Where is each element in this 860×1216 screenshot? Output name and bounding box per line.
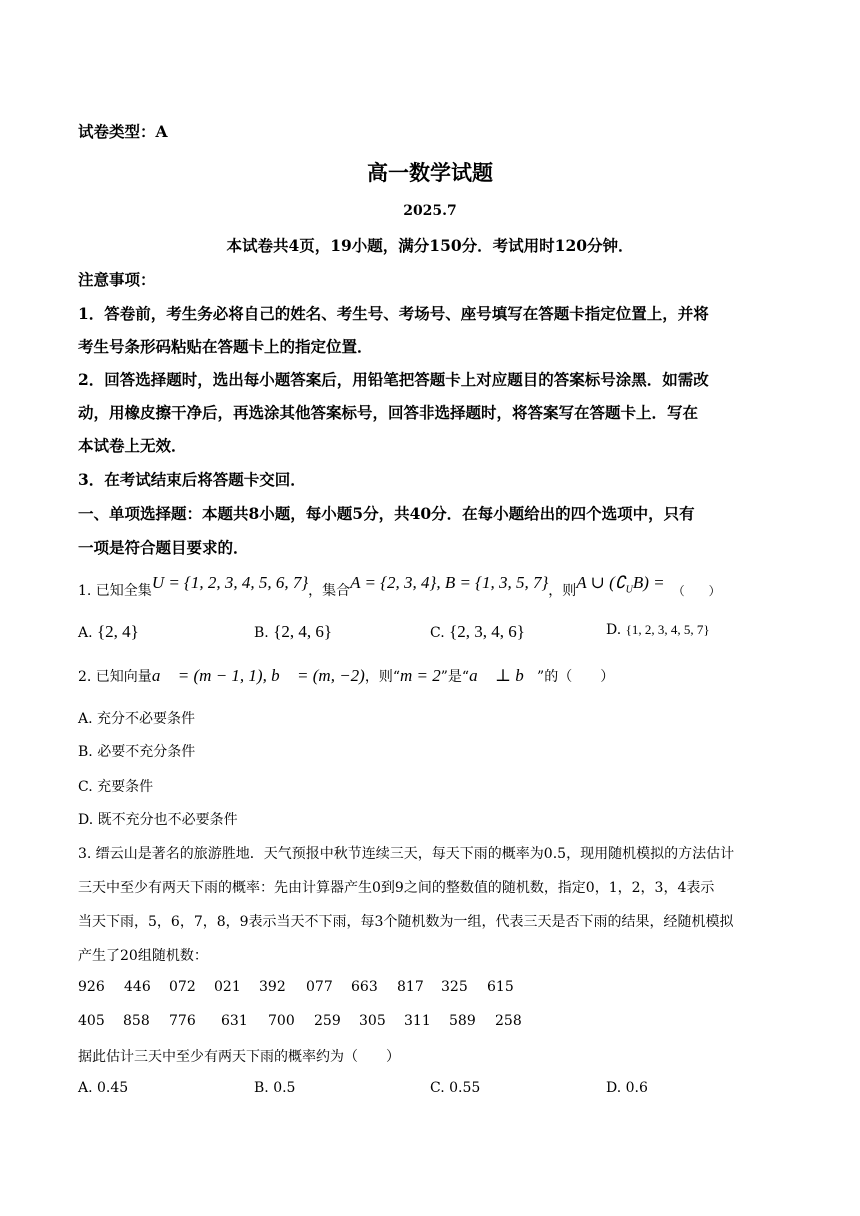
q3-option-a: A. 0.45 (78, 1080, 129, 1096)
q3-question: 据此估计三天中至少有两天下雨的概率约为（ ） (78, 1049, 400, 1065)
random-number: 258 (495, 1013, 522, 1029)
random-number: 615 (487, 979, 514, 995)
q2-option-b: B. 必要不充分条件 (78, 744, 196, 760)
section-1-heading-line2: 一项是符合题目要求的． (78, 538, 249, 557)
notice-2-line2: 动，用橡皮擦干净后，再选涂其他答案标号，回答非选择题时，将答案写在答题卡上．写在 (78, 403, 699, 422)
q1-expression: A ∪ $(∁_UB)$ = (576, 573, 665, 596)
random-number: 700 (268, 1013, 295, 1029)
random-number: 305 (359, 1013, 386, 1029)
random-number: 663 (351, 979, 378, 995)
random-number: 926 (78, 979, 105, 995)
exam-date: 2025.7 (403, 203, 457, 219)
q3-option-d: D. 0.6 (606, 1080, 648, 1096)
notice-2-line3: 本试卷上无效． (78, 436, 187, 455)
paper-type: 试卷类型：A (78, 122, 168, 141)
exam-intro: 本试卷共4页，19小题，满分150分．考试用时120分钟． (226, 236, 634, 255)
random-number: 325 (441, 979, 468, 995)
q2-option-d: D. 既不充分也不必要条件 (78, 812, 238, 828)
random-number: 858 (123, 1013, 150, 1029)
q1-option-b: B. {2, 4, 6} (254, 622, 333, 641)
notice-3: 3．在考试结束后将答题卡交回． (78, 470, 306, 489)
notice-heading: 注意事项： (78, 270, 156, 289)
notice-1-line2: 考生号条形码粘贴在答题卡上的指定位置． (78, 337, 373, 356)
q1-option-a: A. {2, 4} (78, 622, 139, 641)
random-number: 405 (78, 1013, 105, 1029)
random-number: 589 (449, 1013, 476, 1029)
question-1-stem: 1. 已知全集U = {1, 2, 3, 4, 5, 6, 7}，集合A = {2, 3, 4}, B = {1, 3, 5, 7}，则A ∪ $(∁_UB)$ = （ ） (78, 573, 721, 599)
q1-option-c: C. {2, 3, 4, 6} (430, 622, 525, 641)
random-number: 776 (169, 1013, 196, 1029)
random-number: 311 (404, 1013, 431, 1029)
q1-sets-a-b: A = {2, 3, 4}, B = {1, 3, 5, 7} (350, 573, 549, 592)
q2-perpendicular: a⃗ ⊥ b⃗ (469, 666, 538, 685)
random-number: 077 (306, 979, 333, 995)
q3-line4: 产生了20组随机数： (78, 948, 208, 964)
page-title: 高一数学试题 (367, 160, 493, 185)
random-number: 021 (214, 979, 241, 995)
q3-option-b: B. 0.5 (254, 1080, 296, 1096)
random-number: 631 (221, 1013, 248, 1029)
question-2-stem: 2. 已知向量a⃗ = (m − 1, 1), b⃗ = (m, −2)，则“m = 2”是“a⃗ ⊥ b⃗”的（ ） (78, 666, 615, 685)
random-number: 072 (169, 979, 196, 995)
q3-option-c: C. 0.55 (430, 1080, 481, 1096)
random-number: 392 (259, 979, 286, 995)
notice-2-line1: 2．回答选择题时，选出每小题答案后，用铅笔把答题卡上对应题目的答案标号涂黑．如需改 (78, 370, 709, 389)
random-number: 259 (314, 1013, 341, 1029)
q3-line2: 三天中至少有两天下雨的概率：先由计算器产生0到9之间的整数值的随机数，指定0，1，2，3，4表示 (78, 880, 715, 896)
random-number: 446 (124, 979, 151, 995)
q2-option-c: C. 充要条件 (78, 779, 154, 795)
q1-option-d: D. {1, 2, 3, 4, 5, 7} (606, 622, 710, 638)
q2-condition: m = 2 (400, 666, 441, 685)
section-1-heading-line1: 一、单项选择题：本题共8小题，每小题5分，共40分．在每小题给出的四个选项中，只有 (78, 504, 695, 523)
q2-vectors: a⃗ = (m − 1, 1), b⃗ = (m, −2) (151, 666, 365, 685)
q3-line3: 当天下雨，5，6，7，8，9表示当天不下雨，每3个随机数为一组，代表三天是否下雨的结果，经随机模拟 (78, 914, 734, 930)
q2-option-a: A. 充分不必要条件 (78, 711, 196, 727)
q1-universal-set: U = {1, 2, 3, 4, 5, 6, 7} (151, 573, 309, 592)
notice-1-line1: 1．答卷前，考生务必将自己的姓名、考生号、考场号、座号填写在答题卡指定位置上，并将 (78, 304, 709, 323)
q3-line1: 3. 缙云山是著名的旅游胜地．天气预报中秋节连续三天，每天下雨的概率为0.5，现用随机模拟的方法估计 (78, 846, 735, 862)
random-number: 817 (397, 979, 424, 995)
